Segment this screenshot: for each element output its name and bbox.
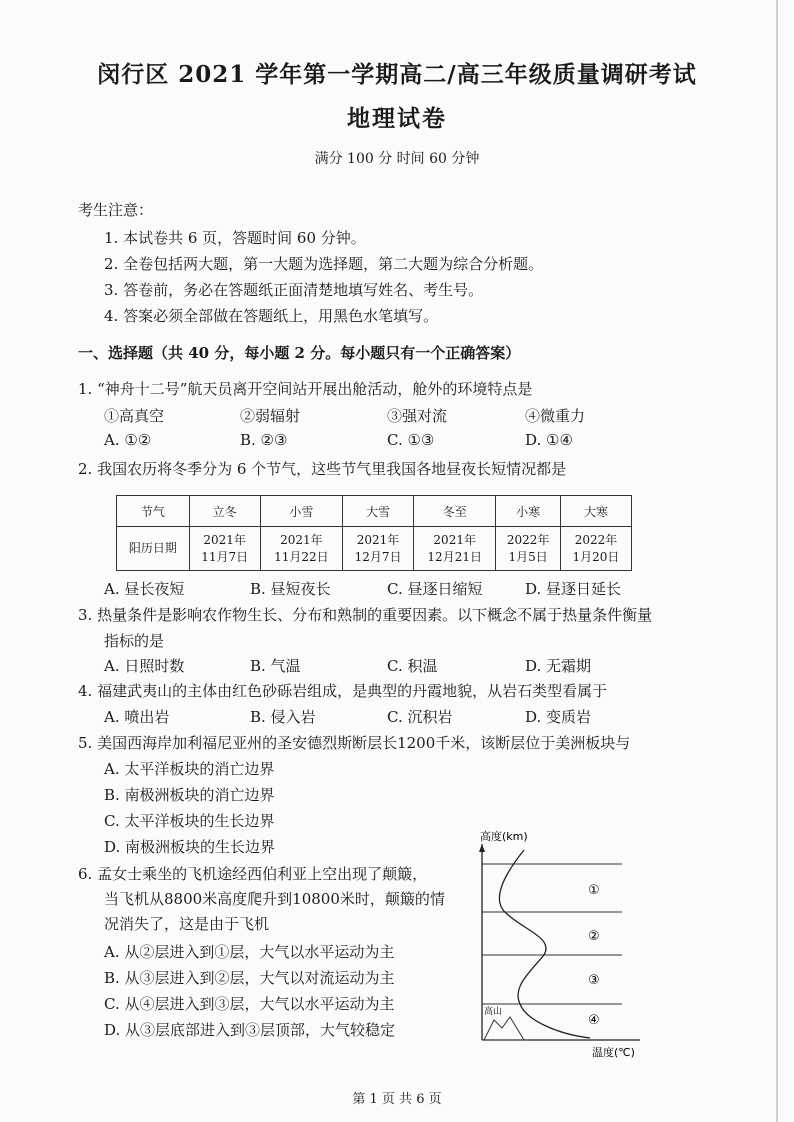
layer-label: ② <box>588 929 600 944</box>
q4-option-c[interactable]: C. 沉积岩 <box>387 708 453 726</box>
q1-item: ③强对流 <box>387 407 448 425</box>
x-axis-label: 温度(℃) <box>592 1046 635 1059</box>
q5-option-c[interactable]: C. 太平洋板块的生长边界 <box>104 812 275 830</box>
y-axis-label: 高度(km) <box>480 830 528 843</box>
q6-option-b[interactable]: B. 从③层进入到②层，大气以对流运动为主 <box>104 969 395 987</box>
q4-option-b[interactable]: B. 侵入岩 <box>250 708 316 726</box>
solar-terms-table <box>116 495 632 571</box>
date-day: 12月7日 <box>354 549 402 564</box>
q2-option-b[interactable]: B. 昼短夜长 <box>250 580 331 598</box>
notice-item: 4. 答案必须全部做在答题纸上，用黑色水笔填写。 <box>104 307 439 325</box>
exam-title: 闵行区 2021 学年第一学期高二/高三年级质量调研考试 <box>97 61 697 88</box>
table-cell <box>560 527 631 571</box>
date-day: 11月22日 <box>274 549 329 564</box>
q1-option-c[interactable]: C. ①③ <box>387 431 435 449</box>
q6-stem-cont: 当飞机从8800米高度爬升到10800米时，颠簸的情 <box>104 890 445 908</box>
q6-option-d[interactable]: D. 从③层底部进入到③层顶部，大气较稳定 <box>104 1021 396 1039</box>
date-year: 2022年 <box>506 532 550 547</box>
table-cell <box>414 527 496 571</box>
date-day: 1月20日 <box>572 549 620 564</box>
y-axis-arrow <box>479 844 485 852</box>
table-cell: 大雪 <box>343 496 414 527</box>
paper-title: 地理试卷 <box>347 105 447 132</box>
date-day: 11月7日 <box>201 549 249 564</box>
q1-item: ②弱辐射 <box>240 407 301 425</box>
date-year: 2021年 <box>280 532 323 547</box>
mountain-label: 高山 <box>484 1007 503 1017</box>
q6-option-c[interactable]: C. 从④层进入到③层，大气以水平运动为主 <box>104 995 395 1013</box>
q6-stem: 6. 孟女士乘坐的飞机途经西伯利亚上空出现了颠簸， <box>78 865 428 883</box>
table-header: 节气 <box>117 496 190 527</box>
q1-item: ④微重力 <box>525 407 586 425</box>
atmosphere-diagram <box>462 822 652 1062</box>
date-year: 2021年 <box>203 532 246 547</box>
table-cell: 立冬 <box>189 496 260 527</box>
q1-stem: 1. “神舟十二号”航天员离开空间站开展出舱活动，舱外的环境特点是 <box>78 380 533 398</box>
q4-option-a[interactable]: A. 喷出岩 <box>104 708 170 726</box>
q2-option-a[interactable]: A. 昼长夜短 <box>104 580 185 598</box>
q5-stem: 5. 美国西海岸加利福尼亚州的圣安德烈斯断层长1200千米，该断层位于美洲板块与 <box>78 734 631 752</box>
table-cell: 大寒 <box>560 496 631 527</box>
q3-stem: 3. 热量条件是影响农作物生长、分布和熟制的重要因素。以下概念不属于热量条件衡量 <box>78 606 653 624</box>
table-cell <box>189 527 260 571</box>
score-time: 满分 100 分 时间 60 分钟 <box>314 151 480 167</box>
notice-item: 2. 全卷包括两大题，第一大题为选择题，第二大题为综合分析题。 <box>104 255 544 273</box>
date-day: 1月5日 <box>508 549 548 564</box>
mountain-icon <box>484 1017 524 1040</box>
q5-option-a[interactable]: A. 太平洋板块的消亡边界 <box>104 760 275 778</box>
q3-option-b[interactable]: B. 气温 <box>250 657 301 675</box>
notice-item: 1. 本试卷共 6 页，答题时间 60 分钟。 <box>104 229 366 247</box>
q5-option-b[interactable]: B. 南极洲板块的消亡边界 <box>104 786 275 804</box>
q3-option-c[interactable]: C. 积温 <box>387 657 438 675</box>
q3-option-a[interactable]: A. 日照时数 <box>104 657 185 675</box>
q6-option-a[interactable]: A. 从②层进入到①层，大气以水平运动为主 <box>104 943 395 961</box>
page-edge <box>776 0 778 1122</box>
table-cell: 小寒 <box>496 496 561 527</box>
q4-option-d[interactable]: D. 变质岩 <box>525 708 592 726</box>
layer-label: ③ <box>588 973 600 988</box>
temperature-curve <box>499 850 590 1038</box>
section-heading: 一、选择题（共 40 分，每小题 2 分。每小题只有一个正确答案） <box>78 344 521 362</box>
table-cell <box>343 527 414 571</box>
date-year: 2021年 <box>356 532 400 547</box>
q4-stem: 4. 福建武夷山的主体由红色砂砾岩组成，是典型的丹霞地貌，从岩石类型看属于 <box>78 682 608 700</box>
date-day: 12月21日 <box>427 549 482 564</box>
table-header: 阳历日期 <box>117 527 190 571</box>
q1-option-a[interactable]: A. ①② <box>104 431 152 449</box>
q1-option-b[interactable]: B. ②③ <box>240 431 288 449</box>
q2-stem: 2. 我国农历将冬季分为 6 个节气，这些节气里我国各地昼夜长短情况都是 <box>78 460 567 478</box>
q2-option-c[interactable]: C. 昼逐日缩短 <box>387 580 483 598</box>
q3-option-d[interactable]: D. 无霜期 <box>525 657 592 675</box>
date-year: 2022年 <box>574 532 618 547</box>
table-cell <box>260 527 342 571</box>
notice-item: 3. 答卷前，务必在答题纸正面清楚地填写姓名、考生号。 <box>104 281 484 299</box>
q1-item: ①高真空 <box>104 407 165 425</box>
table-cell: 小雪 <box>260 496 342 527</box>
q6-stem-cont: 况消失了，这是由于飞机 <box>104 915 270 933</box>
q2-option-d[interactable]: D. 昼逐日延长 <box>525 580 622 598</box>
date-year: 2021年 <box>433 532 476 547</box>
table-cell <box>496 527 561 571</box>
q3-stem-cont: 指标的是 <box>104 632 165 650</box>
layer-label: ④ <box>588 1013 600 1028</box>
q1-option-d[interactable]: D. ①④ <box>525 431 573 449</box>
q5-option-d[interactable]: D. 南极洲板块的生长边界 <box>104 838 276 856</box>
table-cell: 冬至 <box>414 496 496 527</box>
page-footer: 第 1 页 共 6 页 <box>352 1092 442 1107</box>
layer-label: ① <box>588 883 600 898</box>
notice-heading: 考生注意： <box>78 201 154 219</box>
